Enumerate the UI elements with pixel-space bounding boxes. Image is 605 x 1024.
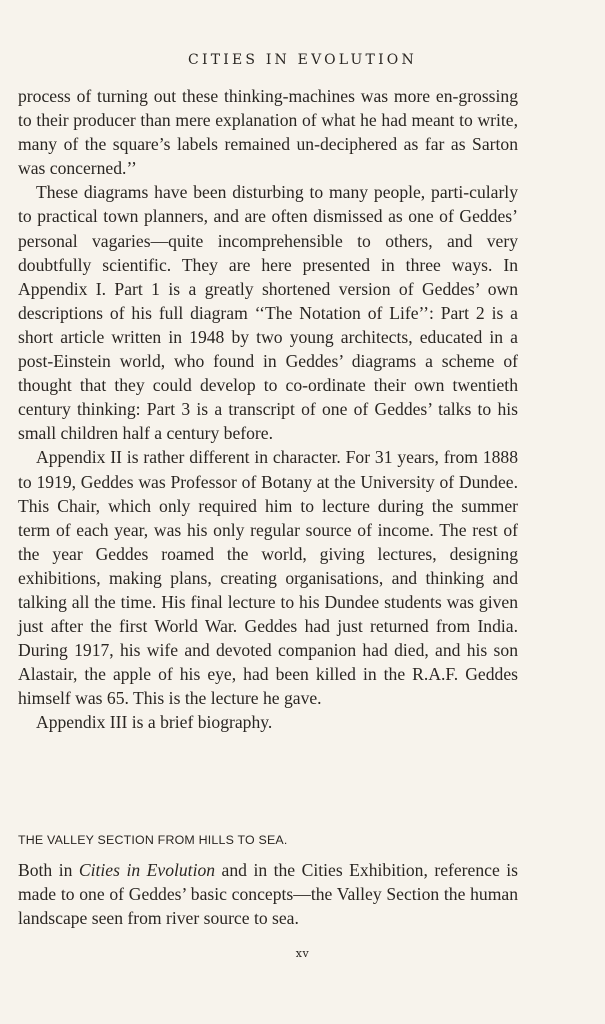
- paragraph-continued: process of turning out these thinking-machines was more en-grossing to their producer than mere explanation of what he had meant to write, many of the square’s labels remained un-deciphered as far as Sarton was concerned.’’: [18, 86, 518, 179]
- section-lead: Both in: [18, 860, 79, 880]
- paragraph-diagrams: These diagrams have been disturbing to many people, parti-cularly to practical town planners, and are often dismissed as one of Geddes’ personal vagaries—quite incomprehensible to others, and very doubtfully scientific. They are here presented in three ways. In Appendix I. Part 1 is a greatly shortened version of Geddes’ own descriptions of his full diagram ‘‘The Notation of Life’’: Part 2 is a short article written in 1948 by two young architects, educated in a post-Einstein world, who found in Geddes’ diagrams a scheme of thought that they could develop to co-ordinate their own twentieth century thinking: Part 3 is a transcript of one of Geddes’ talks to his small children half a century before.: [18, 182, 518, 444]
- paragraph-appendix-three: Appendix III is a brief biography.: [36, 712, 273, 733]
- book-title-italic: Cities in Evolution: [78, 860, 216, 880]
- section-paragraph: [18, 858, 518, 930]
- section-heading: THE VALLEY SECTION FROM HILLS TO SEA.: [18, 833, 288, 847]
- running-head: CITIES IN EVOLUTION: [188, 52, 417, 68]
- body-text: [18, 84, 518, 735]
- section-rest: and in the Cities Exhibition, reference is made to one of Geddes’ basic concepts—the Valley Section the human landscape seen from river source to sea.: [18, 860, 518, 929]
- page-number: xv: [295, 947, 310, 960]
- paragraph-appendix-two: Appendix II is rather different in character. For 31 years, from 1888 to 1919, Geddes was Professor of Botany at the University of Dundee. This Chair, which only required him to lecture during the summer term of each year, was his only regular source of income. The rest of the year Geddes roamed the world, giving lectures, designing exhibitions, making plans, creating organisations, and thinking and talking all the time. His final lecture to his Dundee students was given just after the first World War. Geddes had just returned from India. During 1917, his wife and devoted companion had died, and his son Alastair, the apple of his eye, had been killed in the R.A.F. Geddes himself was 65. This is the lecture he gave.: [18, 447, 518, 709]
